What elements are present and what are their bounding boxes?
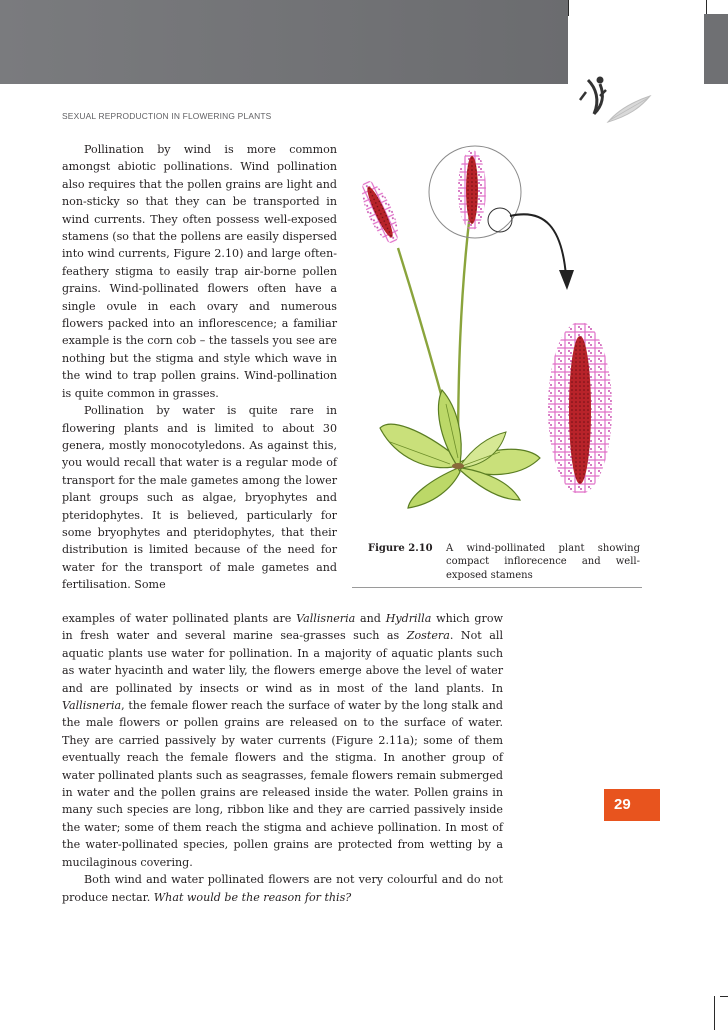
figure-2-10-illustration bbox=[350, 128, 650, 542]
paragraph-question: Both wind and water pollinated flowers are not very colourful and do not produce nectar. What would be the reason for this? bbox=[62, 873, 503, 904]
paragraph-water-pollination-continued: examples of water pollinated plants are Vallisneria and Hydrilla which grow in fresh water and several marine sea-grasses such as Zostera. Not all aquatic plants use water for pollination. In a majority of aquatic plants such as water hyacinth and water lily, the flowers emerge above the level of water and are pollinated by insects or wind as in most of the land plants. In Vallisneria, the female flower reach the surface of water by the long stalk and the male flowers or pollen grains are released on to the surface of water. They are carried passively by water currents (Figure 2.11a); some of them eventually reach the female flowers and the stigma. In another group of water pollinated plants such as seagrasses, female flowers remain submerged in water and the pollen grains are released inside the water. Pollen grains in many such species are long, ribbon like and they are carried passively inside the water; some of them reach the stigma and achieve pollination. In most of the water-pollinated species, pollen grains are protected from wetting by a mucilaginous covering. bbox=[62, 612, 504, 869]
body-column bbox=[62, 141, 337, 594]
paragraph-wind-pollination: Pollination by wind is more common amongst abiotic pollinations. Wind pollination also requires that the pollen grains are light and non-sticky so that they can be transported in wind currents. They often possess well-exposed stamens (so that the pollens are easily dispersed into wind currents, Figure 2.10) and large often-feathery stigma to easily trap air-borne pollen grains. Wind-pollinated flowers often have a single ovule in each ovary and numerous flowers packed into an inflorescence; a familiar example is the corn cob – the tassels you see are nothing but the stigma and style which wave in the wind to trap pollen grains. Wind-pollination is quite common in grasses. bbox=[62, 143, 337, 400]
header-strip bbox=[704, 14, 728, 84]
page-number: 29 bbox=[604, 789, 660, 821]
figure-label: Figure 2.10 bbox=[368, 543, 433, 554]
crop-mark bbox=[714, 996, 715, 1030]
figure-caption-text: A wind-pollinated plant showing compact inflorecence and well-exposed stamens bbox=[446, 543, 640, 581]
caption-rule bbox=[352, 587, 642, 588]
crop-mark bbox=[568, 0, 569, 16]
header-band bbox=[0, 0, 568, 84]
crop-mark bbox=[720, 996, 728, 997]
paragraph-water-pollination: Pollination by water is quite rare in flowering plants and is limited to about 30 genera, mostly monocotyledons. As against this, you would recall that water is a regular mode of transport for the male gametes among the lower plant groups such as algae, bryophytes and pteridophytes. It is believed, particularly for some bryophytes and pteridophytes, that their distribution is limited because of the need for water for the transport of male gametes and fertilisation. Some bbox=[62, 404, 337, 592]
body-full-width bbox=[62, 610, 503, 906]
running-head: SEXUAL REPRODUCTION IN FLOWERING PLANTS bbox=[62, 111, 272, 121]
ncert-logo bbox=[574, 70, 654, 134]
